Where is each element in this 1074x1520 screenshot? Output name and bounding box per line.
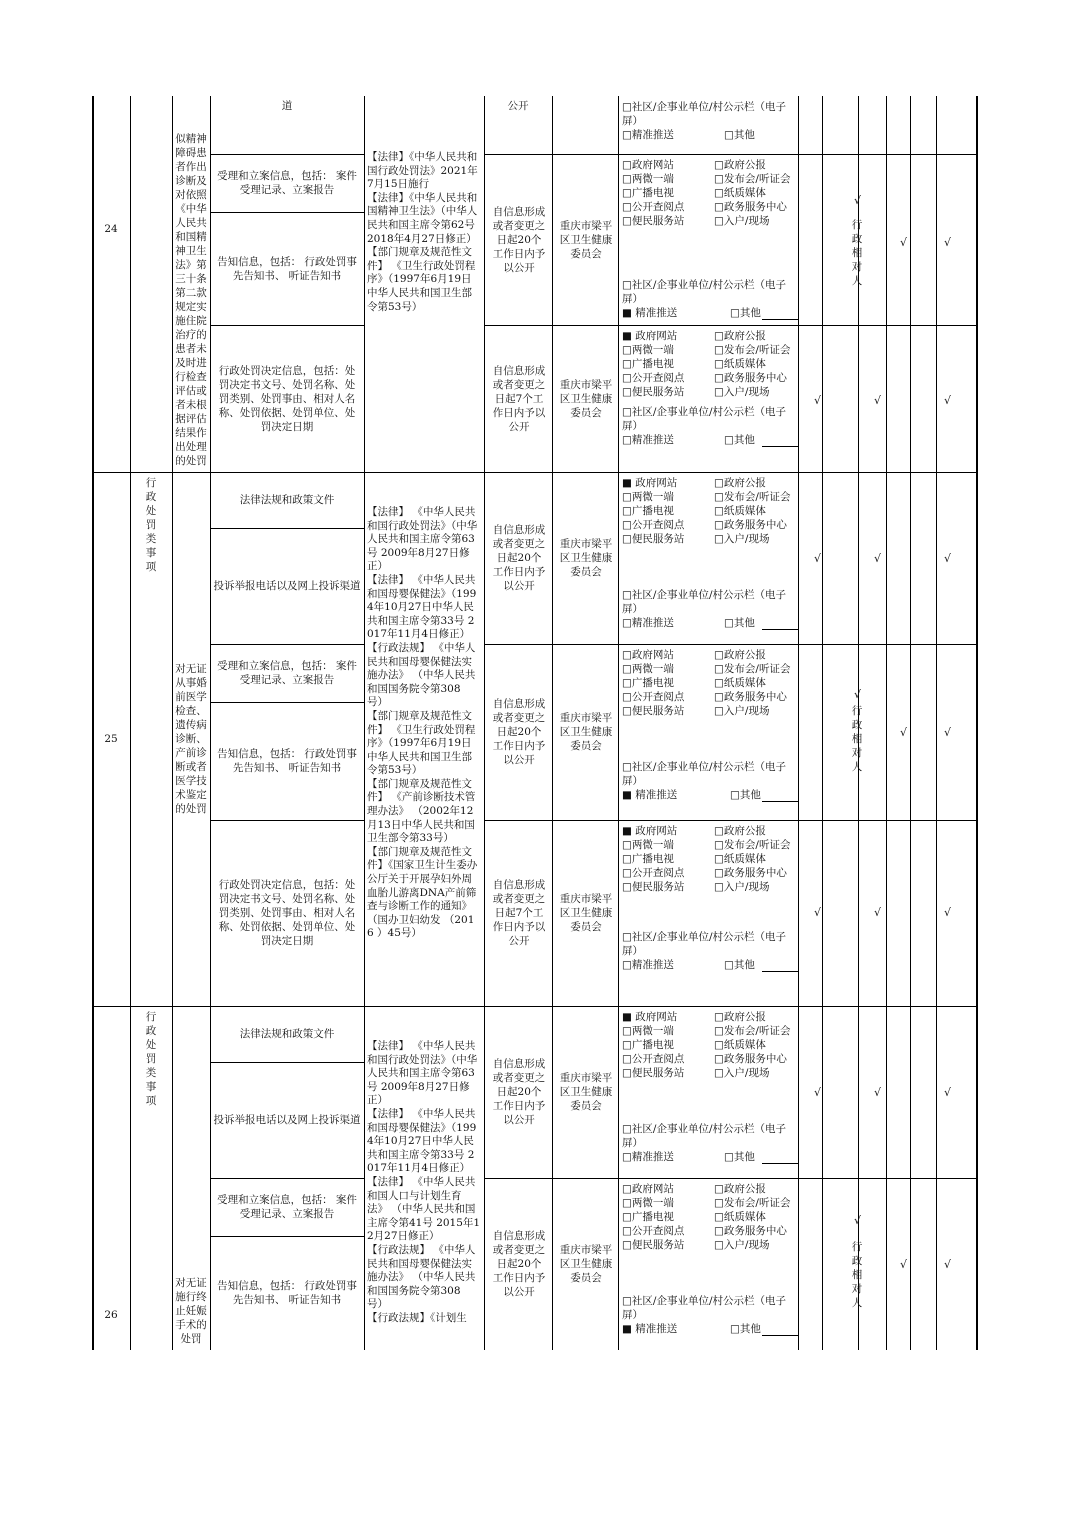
channel-option: □政府公报 — [714, 477, 766, 489]
v-rule — [976, 96, 978, 1350]
channel-option: □发布会/听证会 — [714, 1025, 791, 1037]
item-cell: 投诉举报电话以及网上投诉渠道 — [213, 580, 361, 592]
channel-option: □入户/现场 — [714, 881, 770, 893]
channel-option: □发布会/听证会 — [714, 491, 791, 503]
channel-option: □广播电视 — [622, 505, 674, 517]
subject-cell: 重庆市梁平区卫生健康委员会 — [559, 1072, 613, 1112]
channel-option: □纸质媒体 — [714, 1211, 766, 1223]
channel-option: □公开查阅点 — [622, 867, 685, 879]
checkmark: √ — [874, 394, 882, 407]
v-rule — [130, 96, 131, 1350]
matter-name: 对无证施行终止妊娠手术的处罚 — [175, 1277, 207, 1345]
channel-other: □其他 — [724, 617, 755, 629]
blank-underline — [762, 319, 798, 320]
checkmark: √ — [854, 194, 862, 207]
checkmark: √ — [874, 1086, 882, 1099]
channel-option: □政务服务中心 — [714, 867, 787, 879]
channel-option: □公开查阅点 — [622, 372, 685, 384]
subject-cell: 重庆市梁平区卫生健康委员会 — [559, 538, 613, 578]
timing-cell: 自信息形成或者变更之日起20个工作日内予以公开 — [492, 524, 546, 592]
item-cell: 行政处罚决定信息，包括：处罚决定书文号、处罚名称、处罚类别、处罚事由、相对人名称、处罚依据、处罚单位、处罚决定日期 — [218, 879, 356, 947]
channel-option: □入户/现场 — [714, 386, 770, 398]
channel-option: □纸质媒体 — [714, 1039, 766, 1051]
channel-precise: □精准推送 — [622, 129, 674, 141]
checkmark: √ — [944, 394, 952, 407]
admin-party: 行政相对人 — [851, 705, 863, 773]
channel-option: □政府网站 — [622, 649, 674, 661]
channel-precise: ■ 精准推送 — [622, 1323, 678, 1335]
channel-option: □政务服务中心 — [714, 691, 787, 703]
row-number: 24 — [104, 223, 118, 235]
timing-cell: 公开 — [507, 100, 529, 112]
legal-basis: 【法律】《中华人民共和国行政处罚法》2021年7月15日施行 【法律】《中华人民共和国精神卫生法》（中华人民共和国主席令第62号 2018年4月27日修正） 【部门规章及规范性文件】 《卫生行政处罚程序》（1997年6月19日中华人民共和国卫生部令第53号） — [367, 151, 478, 313]
item-cell: 行政处罚决定信息，包括：处罚决定书文号、处罚名称、处罚类别、处罚事由、相对人名称、处罚依据、处罚单位、处罚决定日期 — [218, 364, 356, 433]
channel-option: □政务服务中心 — [714, 1225, 787, 1237]
row-number: 25 — [104, 733, 118, 745]
channel-option: □广播电视 — [622, 358, 674, 370]
item-cell: 受理和立案信息，包括： 案件受理记录、立案报告 — [217, 170, 357, 196]
channel-option: □两微一端 — [622, 491, 674, 503]
channel-option: □入户/现场 — [714, 1067, 770, 1079]
checkmark: √ — [814, 1086, 822, 1099]
timing-cell: 自信息形成或者变更之日起7个工作日内予以公开 — [492, 879, 546, 947]
channel-option: □便民服务站 — [622, 705, 685, 717]
subject-cell: 重庆市梁平区卫生健康委员会 — [559, 1244, 613, 1284]
channel-option: □广播电视 — [622, 677, 674, 689]
channel-option: □纸质媒体 — [714, 187, 766, 199]
channel-community: □社区/企事业单位/村公示栏（电子屏） — [622, 931, 786, 957]
checkmark: √ — [944, 726, 952, 739]
channel-option: □政府公报 — [714, 1183, 766, 1195]
channel-option: □公开查阅点 — [622, 1225, 685, 1237]
checkmark: √ — [944, 1258, 952, 1271]
timing-cell: 自信息形成或者变更之日起20个工作日内予以公开 — [492, 205, 546, 274]
channel-option: □广播电视 — [622, 187, 674, 199]
channel-option: □入户/现场 — [714, 705, 770, 717]
channel-option: □便民服务站 — [622, 386, 685, 398]
channel-precise: ■ 精准推送 — [622, 789, 678, 801]
subject-cell: 重庆市梁平区卫生健康委员会 — [559, 712, 613, 752]
channel-option: □政务服务中心 — [714, 1053, 787, 1065]
channel-option: □政府公报 — [714, 330, 766, 342]
checkmark: √ — [854, 1214, 862, 1227]
channel-option: ■ 政府网站 — [622, 330, 678, 342]
admin-party: 行政相对人 — [851, 1241, 863, 1309]
channel-option: □便民服务站 — [622, 1239, 685, 1251]
channel-option: □政府网站 — [622, 1183, 674, 1195]
channel-option: □政府公报 — [714, 825, 766, 837]
channel-option: □发布会/听证会 — [714, 663, 791, 675]
channel-other: □其他 — [724, 959, 755, 971]
channel-precise: □精准推送 — [622, 1151, 674, 1163]
channel-option: □入户/现场 — [714, 1239, 770, 1251]
channel-precise: □精准推送 — [622, 959, 674, 971]
channel-option: □政务服务中心 — [714, 519, 787, 531]
channel-community: □社区/企事业单位/村公示栏（电子屏） — [622, 761, 786, 787]
checkmark: √ — [944, 906, 952, 919]
admin-party: 行政相对人 — [851, 219, 863, 287]
v-rule — [484, 96, 485, 1350]
matter-name: 似精神障碍患者作出诊断及对依照《中华人民共和国精神卫生法》第三十条第二款规定实施住院治疗的患者未及时进行检查评估或者未根据评估结果作出处理的处罚 — [175, 133, 207, 467]
subject-cell: 重庆市梁平区卫生健康委员会 — [559, 219, 613, 260]
channel-option: □公开查阅点 — [622, 691, 685, 703]
legal-basis: 【法律】 《中华人民共和国行政处罚法》（中华人民共和国主席令第63号 2009年8月27日修正） 【法律】 《中华人民共和国母婴保健法》（1994年10月27日中华人民共和国主席令第33号 2017年11月4日修正） 【法律】 《中华人民共和国人口与计划生育法》 （中华人民共和国主席令第41号 2015年12月27日修正） 【行政法规】 《中华人民共和国母婴保健法实施办法》 （中华人民共和国国务院令第308号） 【行政法规】《计划生 — [367, 1040, 481, 1324]
category-label: 行政处罚类事项 — [145, 1011, 157, 1107]
item-cell: 投诉举报电话以及网上投诉渠道 — [213, 1114, 361, 1126]
checkmark: √ — [874, 906, 882, 919]
timing-cell: 自信息形成或者变更之日起7个工作日内予以公开 — [492, 364, 546, 433]
item-cell: 告知信息，包括： 行政处罚事先告知书、 听证告知书 — [217, 1280, 357, 1306]
v-rule — [618, 96, 619, 1350]
item-cell: 道 — [281, 100, 293, 112]
channel-option: □纸质媒体 — [714, 358, 766, 370]
channel-option: □两微一端 — [622, 344, 674, 356]
channel-option: □政府公报 — [714, 1011, 766, 1023]
checkmark: √ — [944, 236, 952, 249]
channel-community: □社区/企事业单位/村公示栏（电子屏） — [622, 101, 786, 127]
channel-option: □纸质媒体 — [714, 505, 766, 517]
timing-cell: 自信息形成或者变更之日起20个工作日内予以公开 — [492, 698, 546, 766]
category-label: 行政处罚类事项 — [145, 477, 157, 573]
channel-option: □发布会/听证会 — [714, 839, 791, 851]
matter-name: 对无证从事婚前医学检查、遗传病诊断、产前诊断或者医学技术鉴定的处罚 — [175, 663, 207, 815]
channel-option: □政务服务中心 — [714, 201, 787, 213]
v-rule — [210, 96, 211, 1350]
channel-option: □公开查阅点 — [622, 1053, 685, 1065]
v-rule — [552, 96, 553, 1350]
v-rule — [936, 96, 937, 1350]
channel-community: □社区/企事业单位/村公示栏（电子屏） — [622, 406, 786, 432]
checkmark: √ — [814, 906, 822, 919]
channel-precise: ■ 精准推送 — [622, 307, 678, 319]
timing-cell: 自信息形成或者变更之日起20个工作日内予以公开 — [492, 1058, 546, 1126]
channel-option: □两微一端 — [622, 1025, 674, 1037]
channel-option: □公开查阅点 — [622, 519, 685, 531]
checkmark: √ — [944, 552, 952, 565]
channel-option: ■ 政府网站 — [622, 1011, 678, 1023]
channel-option: □两微一端 — [622, 1197, 674, 1209]
blank-underline — [762, 1335, 798, 1336]
v-rule — [910, 96, 911, 1350]
channel-option: □发布会/听证会 — [714, 173, 791, 185]
item-cell: 告知信息，包括： 行政处罚事先告知书、 听证告知书 — [217, 255, 357, 282]
channel-option: □发布会/听证会 — [714, 344, 791, 356]
blank-underline — [762, 1163, 798, 1164]
disclosure-table — [92, 96, 978, 1350]
channel-option: □发布会/听证会 — [714, 1197, 791, 1209]
channel-option: □入户/现场 — [714, 215, 770, 227]
channel-option: □便民服务站 — [622, 1067, 685, 1079]
row-number: 26 — [104, 1309, 118, 1321]
channel-option: □政务服务中心 — [714, 372, 787, 384]
checkmark: √ — [900, 236, 908, 249]
channel-community: □社区/企事业单位/村公示栏（电子屏） — [622, 279, 786, 305]
channel-precise: □精准推送 — [622, 617, 674, 629]
channel-option: □纸质媒体 — [714, 853, 766, 865]
channel-precise: □精准推送 — [622, 434, 674, 446]
channel-option: □广播电视 — [622, 1211, 674, 1223]
checkmark: √ — [874, 552, 882, 565]
subject-cell: 重庆市梁平区卫生健康委员会 — [559, 378, 613, 419]
v-rule — [886, 96, 887, 1350]
checkmark: √ — [854, 688, 862, 701]
channel-option: ■ 政府网站 — [622, 825, 678, 837]
v-rule — [364, 96, 365, 1350]
item-cell: 法律法规和政策文件 — [239, 494, 335, 506]
checkmark: √ — [900, 1258, 908, 1271]
item-cell: 法律法规和政策文件 — [239, 1028, 335, 1040]
channel-option: □便民服务站 — [622, 881, 685, 893]
legal-basis: 【法律】 《中华人民共和国行政处罚法》（中华人民共和国主席令第63号 2009年8月27日修正） 【法律】 《中华人民共和国母婴保健法》（1994年10月27日中华人民共和国主席令第33号 2017年11月4日修正） 【行政法规】 《中华人民共和国母婴保健法实施办法》 （中华人民共和国国务院令第308号） 【部门规章及规范性文件】 《卫生行政处罚程序》（1997年6月19日中华人民共和国卫生部令第53号） 【部门规章及规范性文件】 《产前诊断技术管理办法》 （2002年12月13日中华人民共和国卫生部令第33号） 【部门规章及规范性文件】《国家卫生计生委办公厅关于开展孕妇外周血胎儿游离DNA产前筛查与诊断工作的通知》 （国办卫妇幼发 （2016 ）45号） — [367, 506, 478, 940]
channel-option: □两微一端 — [622, 173, 674, 185]
channel-community: □社区/企事业单位/村公示栏（电子屏） — [622, 589, 786, 615]
item-cell: 受理和立案信息，包括： 案件受理记录、立案报告 — [217, 1194, 357, 1220]
blank-underline — [762, 971, 798, 972]
v-rule — [798, 96, 799, 1350]
channel-option: □两微一端 — [622, 663, 674, 675]
channel-option: □政府公报 — [714, 159, 766, 171]
channel-option: □纸质媒体 — [714, 677, 766, 689]
channel-other: □其他 — [730, 789, 761, 801]
checkmark: √ — [814, 552, 822, 565]
channel-community: □社区/企事业单位/村公示栏（电子屏） — [622, 1295, 786, 1321]
channel-option: □广播电视 — [622, 1039, 674, 1051]
channel-other: □其他 — [724, 434, 755, 446]
item-cell: 受理和立案信息，包括： 案件受理记录、立案报告 — [217, 660, 357, 686]
channel-option: □两微一端 — [622, 839, 674, 851]
channel-option: □公开查阅点 — [622, 201, 685, 213]
channel-other: □其他 — [730, 1323, 761, 1335]
channel-option: □广播电视 — [622, 853, 674, 865]
channel-community: □社区/企事业单位/村公示栏（电子屏） — [622, 1123, 786, 1149]
channel-option: □便民服务站 — [622, 533, 685, 545]
timing-cell: 自信息形成或者变更之日起20个工作日内予以公开 — [492, 1230, 546, 1298]
channel-other: □其他 — [724, 129, 755, 141]
channel-option: □入户/现场 — [714, 533, 770, 545]
v-rule — [822, 96, 823, 1350]
blank-underline — [762, 629, 798, 630]
checkmark: √ — [814, 394, 822, 407]
checkmark: √ — [900, 726, 908, 739]
item-cell: 告知信息，包括： 行政处罚事先告知书、 听证告知书 — [217, 748, 357, 774]
channel-option: ■ 政府网站 — [622, 477, 678, 489]
channel-other: □其他 — [724, 1151, 755, 1163]
channel-option: □政府网站 — [622, 159, 674, 171]
channel-other: □其他 — [730, 307, 761, 319]
blank-underline — [762, 801, 798, 802]
channel-option: □便民服务站 — [622, 215, 685, 227]
subject-cell: 重庆市梁平区卫生健康委员会 — [559, 893, 613, 933]
blank-underline — [762, 446, 798, 447]
channel-option: □政府公报 — [714, 649, 766, 661]
checkmark: √ — [944, 1086, 952, 1099]
